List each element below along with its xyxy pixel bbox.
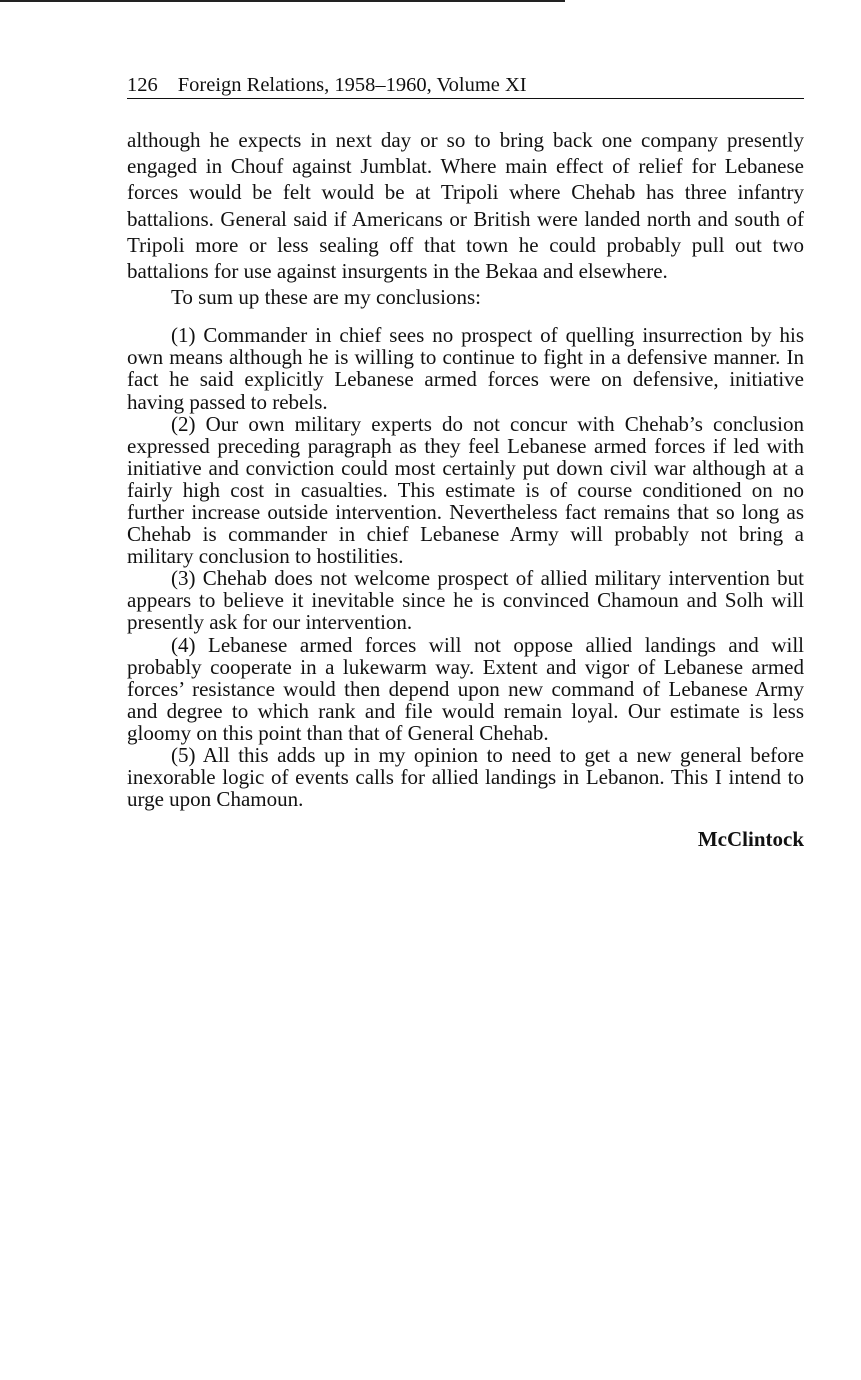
- running-header: [127, 72, 804, 99]
- volume-title: Foreign Relations, 1958–1960, Volume XI: [177, 74, 527, 96]
- conclusion-item: (5) All this adds up in my opinion to need to get a new general before inexorable logic of events calls for allied landings in Lebanon. This I intend to urge upon Chamoun.: [127, 743, 804, 812]
- signature: McClintock: [697, 827, 804, 852]
- conclusions-intro: To sum up these are my conclusions:: [171, 285, 481, 310]
- conclusion-item: (1) Commander in chief sees no prospect of quelling insurrection by his own means although he is willing to continue to fight in a defensive manner. In fact he said explicitly Lebanese armed forces were on defensive, initiative having passed to rebels.: [127, 323, 804, 414]
- opening-paragraph: although he expects in next day or so to bring back one company presently engaged in Chouf against Jumblat. Where main effect of relief for Lebanese forces would be felt would be at Tripoli where Chehab has three infantry battalions. General said if Americans or British were landed north and south of Tripoli more or less sealing off that town he could probably pull out two battalions for use against insurgents in the Bekaa and elsewhere.: [127, 128, 804, 284]
- conclusion-item: (2) Our own military experts do not concur with Chehab’s conclusion expressed preceding paragraph as they feel Lebanese armed forces if led with initiative and conviction could most certainly put down civil war although at a fairly high cost in casualties. This estimate is of course conditioned on no further increase outside intervention. Nevertheless fact remains that so long as Chehab is commander in chief Lebanese Army will probably not bring a military conclusion to hostilities.: [127, 411, 804, 569]
- conclusions-list: [127, 324, 804, 810]
- top-scan-rule: [0, 0, 565, 2]
- conclusion-item: (3) Chehab does not welcome prospect of allied military intervention but appears to believe it inevitable since he is convinced Chamoun and Solh will presently ask for our intervention.: [127, 566, 804, 635]
- document-page: [127, 72, 804, 852]
- conclusion-item: (4) Lebanese armed forces will not oppose allied landings and will probably cooperate in a lukewarm way. Extent and vigor of Lebanese armed forces’ resistance would then depend upon new command of Lebanese Army and degree to which rank and file would remain loyal. Our estimate is less gloomy on this point than that of General Chehab.: [127, 632, 804, 745]
- document-body: [127, 127, 804, 852]
- page-number: 126: [127, 74, 158, 96]
